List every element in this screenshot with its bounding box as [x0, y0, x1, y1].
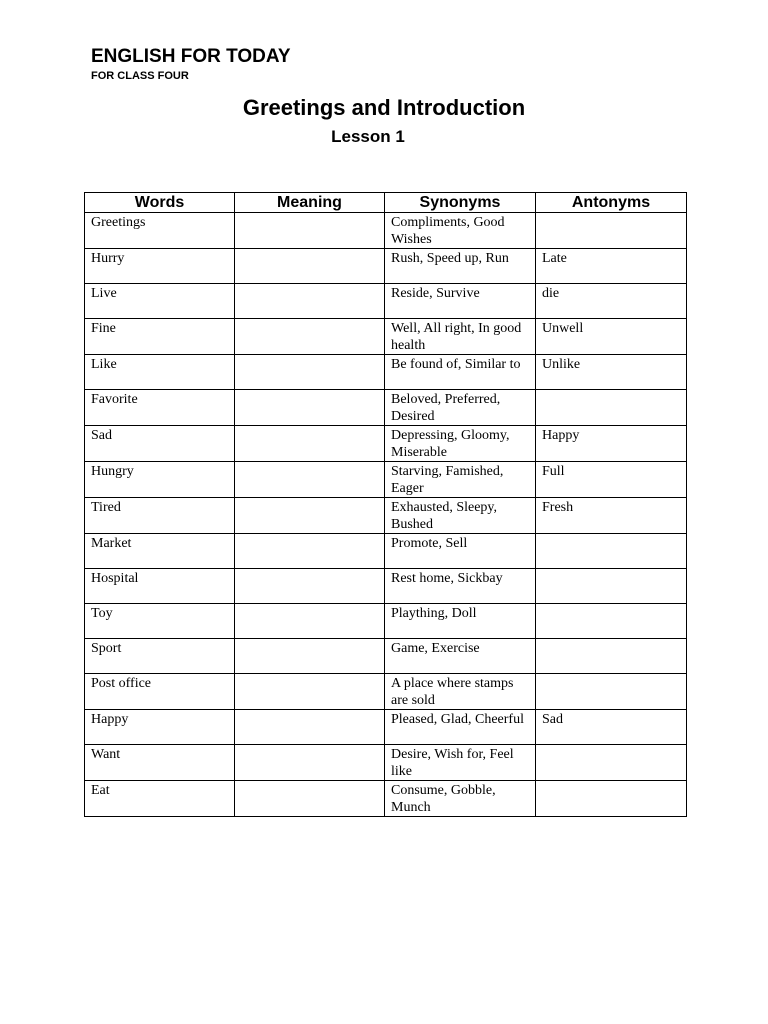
meaning-cell [235, 498, 385, 534]
antonyms-cell [536, 534, 687, 569]
antonyms-cell: Unlike [536, 355, 687, 390]
table-body [85, 213, 687, 817]
table-row [85, 355, 687, 390]
word-cell: Live [85, 284, 235, 319]
word-cell: Greetings [85, 213, 235, 249]
meaning-cell [235, 390, 385, 426]
meaning-cell [235, 355, 385, 390]
synonyms-cell: Rest home, Sickbay [385, 569, 536, 604]
synonyms-cell: Depressing, Gloomy, Miserable [385, 426, 536, 462]
meaning-cell [235, 534, 385, 569]
table-row [85, 604, 687, 639]
table-row [85, 569, 687, 604]
column-header-synonyms: Synonyms [385, 193, 536, 213]
synonyms-cell: Exhausted, Sleepy, Bushed [385, 498, 536, 534]
antonyms-cell: die [536, 284, 687, 319]
word-cell: Tired [85, 498, 235, 534]
antonyms-cell: Sad [536, 710, 687, 745]
table-row [85, 249, 687, 284]
table-row [85, 284, 687, 319]
word-cell: Post office [85, 674, 235, 710]
table-row [85, 534, 687, 569]
meaning-cell [235, 710, 385, 745]
synonyms-cell: Promote, Sell [385, 534, 536, 569]
synonyms-cell: Game, Exercise [385, 639, 536, 674]
meaning-cell [235, 745, 385, 781]
antonyms-cell [536, 390, 687, 426]
table-row [85, 674, 687, 710]
word-cell: Sport [85, 639, 235, 674]
column-header-antonyms: Antonyms [536, 193, 687, 213]
synonyms-cell: Be found of, Similar to [385, 355, 536, 390]
word-cell: Hurry [85, 249, 235, 284]
antonyms-cell [536, 745, 687, 781]
meaning-cell [235, 249, 385, 284]
table-row [85, 710, 687, 745]
antonyms-cell [536, 781, 687, 817]
synonyms-cell: Well, All right, In good health [385, 319, 536, 355]
synonyms-cell: Desire, Wish for, Feel like [385, 745, 536, 781]
word-cell: Market [85, 534, 235, 569]
meaning-cell [235, 781, 385, 817]
word-cell: Happy [85, 710, 235, 745]
synonyms-cell: Consume, Gobble, Munch [385, 781, 536, 817]
book-title: ENGLISH FOR TODAY [91, 46, 291, 67]
table-header-row [85, 193, 687, 213]
antonyms-cell [536, 569, 687, 604]
word-cell: Want [85, 745, 235, 781]
meaning-cell [235, 213, 385, 249]
table-row [85, 426, 687, 462]
meaning-cell [235, 569, 385, 604]
meaning-cell [235, 639, 385, 674]
table-row [85, 781, 687, 817]
meaning-cell [235, 284, 385, 319]
word-cell: Like [85, 355, 235, 390]
antonyms-cell: Unwell [536, 319, 687, 355]
chapter-title: Greetings and Introduction [242, 95, 526, 120]
synonyms-cell: Starving, Famished, Eager [385, 462, 536, 498]
synonyms-cell: Compliments, Good Wishes [385, 213, 536, 249]
synonyms-cell: A place where stamps are sold [385, 674, 536, 710]
word-cell: Eat [85, 781, 235, 817]
synonyms-cell: Rush, Speed up, Run [385, 249, 536, 284]
antonyms-cell [536, 604, 687, 639]
table-row [85, 498, 687, 534]
word-cell: Hospital [85, 569, 235, 604]
column-header-meaning: Meaning [235, 193, 385, 213]
antonyms-cell: Happy [536, 426, 687, 462]
synonyms-cell: Plaything, Doll [385, 604, 536, 639]
word-cell: Hungry [85, 462, 235, 498]
synonyms-cell: Beloved, Preferred, Desired [385, 390, 536, 426]
table-row [85, 390, 687, 426]
antonyms-cell: Fresh [536, 498, 687, 534]
table-row [85, 462, 687, 498]
lesson-title: Lesson 1 [331, 127, 405, 146]
class-label: FOR CLASS FOUR [91, 70, 189, 82]
synonyms-cell: Pleased, Glad, Cheerful [385, 710, 536, 745]
antonyms-cell: Late [536, 249, 687, 284]
vocabulary-table [84, 192, 687, 817]
table-row [85, 319, 687, 355]
table-row [85, 639, 687, 674]
word-cell: Favorite [85, 390, 235, 426]
word-cell: Toy [85, 604, 235, 639]
antonyms-cell [536, 674, 687, 710]
antonyms-cell: Full [536, 462, 687, 498]
table-row [85, 213, 687, 249]
antonyms-cell [536, 639, 687, 674]
table-row [85, 745, 687, 781]
synonyms-cell: Reside, Survive [385, 284, 536, 319]
word-cell: Fine [85, 319, 235, 355]
meaning-cell [235, 462, 385, 498]
meaning-cell [235, 604, 385, 639]
column-header-words: Words [85, 193, 235, 213]
meaning-cell [235, 319, 385, 355]
meaning-cell [235, 426, 385, 462]
meaning-cell [235, 674, 385, 710]
word-cell: Sad [85, 426, 235, 462]
antonyms-cell [536, 213, 687, 249]
